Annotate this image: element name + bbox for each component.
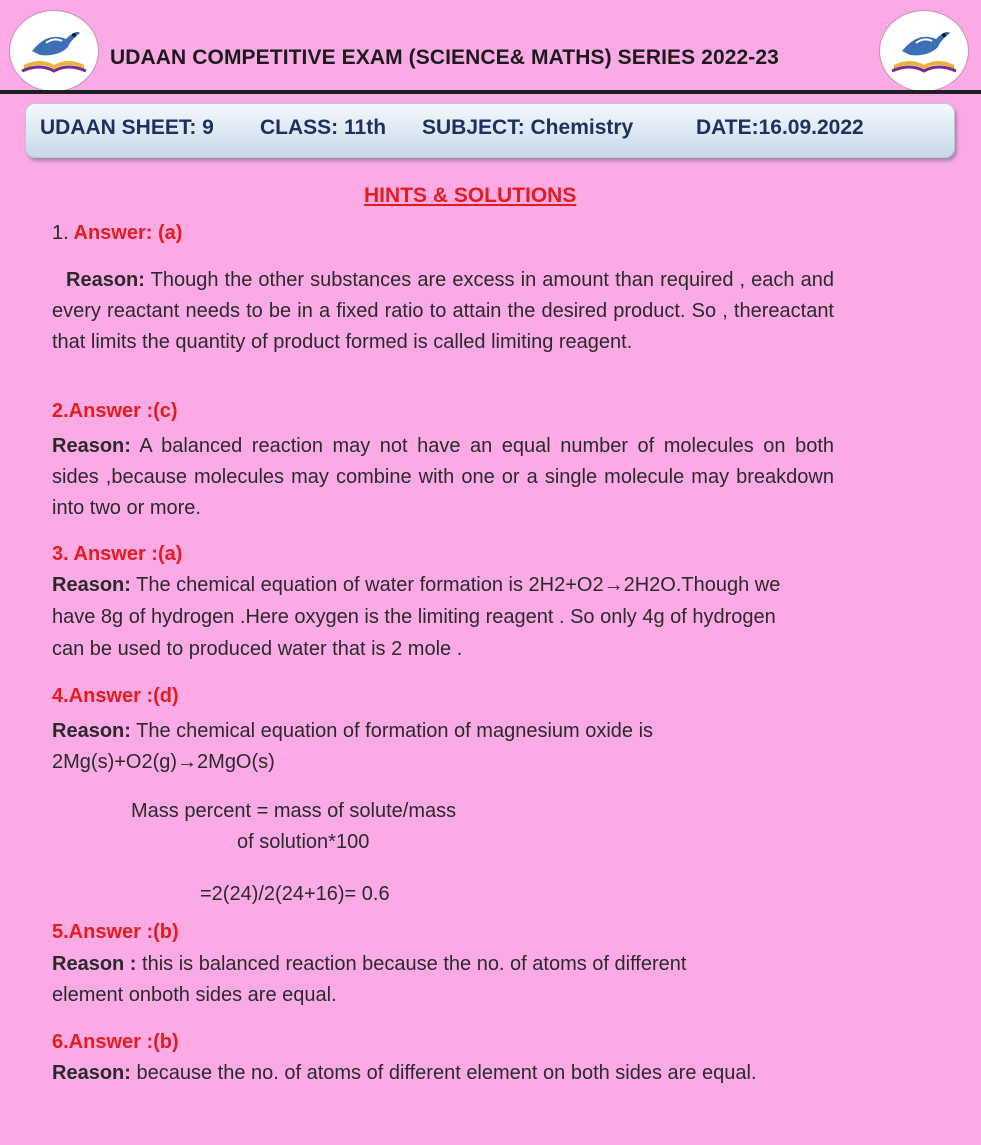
q1-reason-text: Though the other substances are excess in amount than required , each and every reactant needs to be in a fixed ratio to attain the desired product. So , thereactant that limits the quantity of product formed is called limiting reagent. — [52, 269, 834, 353]
q4-reason-text: The chemical equation of formation of magnesium oxide is — [136, 720, 654, 742]
q5-reason-label: Reason : — [52, 953, 137, 975]
q5-reason-line-2: element onboth sides are equal. — [52, 984, 337, 1006]
q6-reason — [52, 1062, 757, 1085]
series-title: UDAAN COMPETITIVE EXAM (SCIENCE& MATHS) SERIES 2022-23 — [110, 46, 779, 69]
q6-reason-text: because the no. of atoms of different element on both sides are equal. — [136, 1062, 757, 1084]
udaan-logo-left — [9, 10, 99, 92]
q1-answer-text: Answer: (a) — [73, 222, 183, 244]
udaan-logo-icon — [10, 11, 98, 91]
q6-answer: 6.Answer :(b) — [52, 1031, 179, 1053]
sheet-number: UDAAN SHEET: 9 — [40, 116, 214, 139]
q5-answer: 5.Answer :(b) — [52, 921, 179, 943]
q3-reason-line-3: can be used to produced water that is 2 mole . — [52, 638, 463, 660]
q3-answer: 3. Answer :(a) — [52, 543, 183, 565]
q4-calculation: =2(24)/2(24+16)= 0.6 — [200, 883, 390, 905]
q1-reason — [52, 265, 834, 358]
udaan-logo-icon — [880, 11, 968, 91]
header-divider — [0, 90, 981, 94]
q2-reason-label: Reason: — [52, 435, 131, 457]
q4-answer: 4.Answer :(d) — [52, 685, 179, 707]
q2-answer: 2.Answer :(c) — [52, 400, 178, 422]
q3-reason-line-1 — [52, 574, 780, 597]
q6-reason-label: Reason: — [52, 1062, 131, 1084]
udaan-logo-right — [879, 10, 969, 92]
q3-reason-line-2: have 8g of hydrogen .Here oxygen is the limiting reagent . So only 4g of hydrogen — [52, 606, 776, 628]
sheet-info-bar — [25, 103, 955, 158]
q2-reason-text: A balanced reaction may not have an equal number of molecules on both sides ,because molecules may combine with one or a single molecule may breakdown into two or more. — [52, 435, 834, 519]
date-label: DATE:16.09.2022 — [696, 116, 864, 139]
q4-formula-line-1: Mass percent = mass of solute/mass — [131, 800, 457, 822]
q4-equation: 2Mg(s)+O2(g)→2MgO(s) — [52, 751, 275, 773]
q4-reason-label: Reason: — [52, 720, 131, 742]
q5-reason-line-1 — [52, 953, 686, 976]
q4-formula-line-2: of solution*100 — [237, 831, 370, 853]
q1-number: 1. — [52, 222, 69, 244]
subject-label: SUBJECT: Chemistry — [422, 116, 634, 139]
section-title: HINTS & SOLUTIONS — [364, 184, 577, 207]
q3-reason-text-1: The chemical equation of water formation is 2H2+O2→2H2O.Though we — [136, 574, 781, 596]
q1-reason-label: Reason: — [66, 269, 145, 291]
q1-answer — [52, 222, 182, 245]
q2-reason — [52, 431, 834, 524]
q3-reason-label: Reason: — [52, 574, 131, 596]
q5-reason-text-1: this is balanced reaction because the no. of atoms of different — [142, 953, 687, 975]
q4-reason — [52, 716, 834, 747]
class-label: CLASS: 11th — [260, 116, 387, 139]
